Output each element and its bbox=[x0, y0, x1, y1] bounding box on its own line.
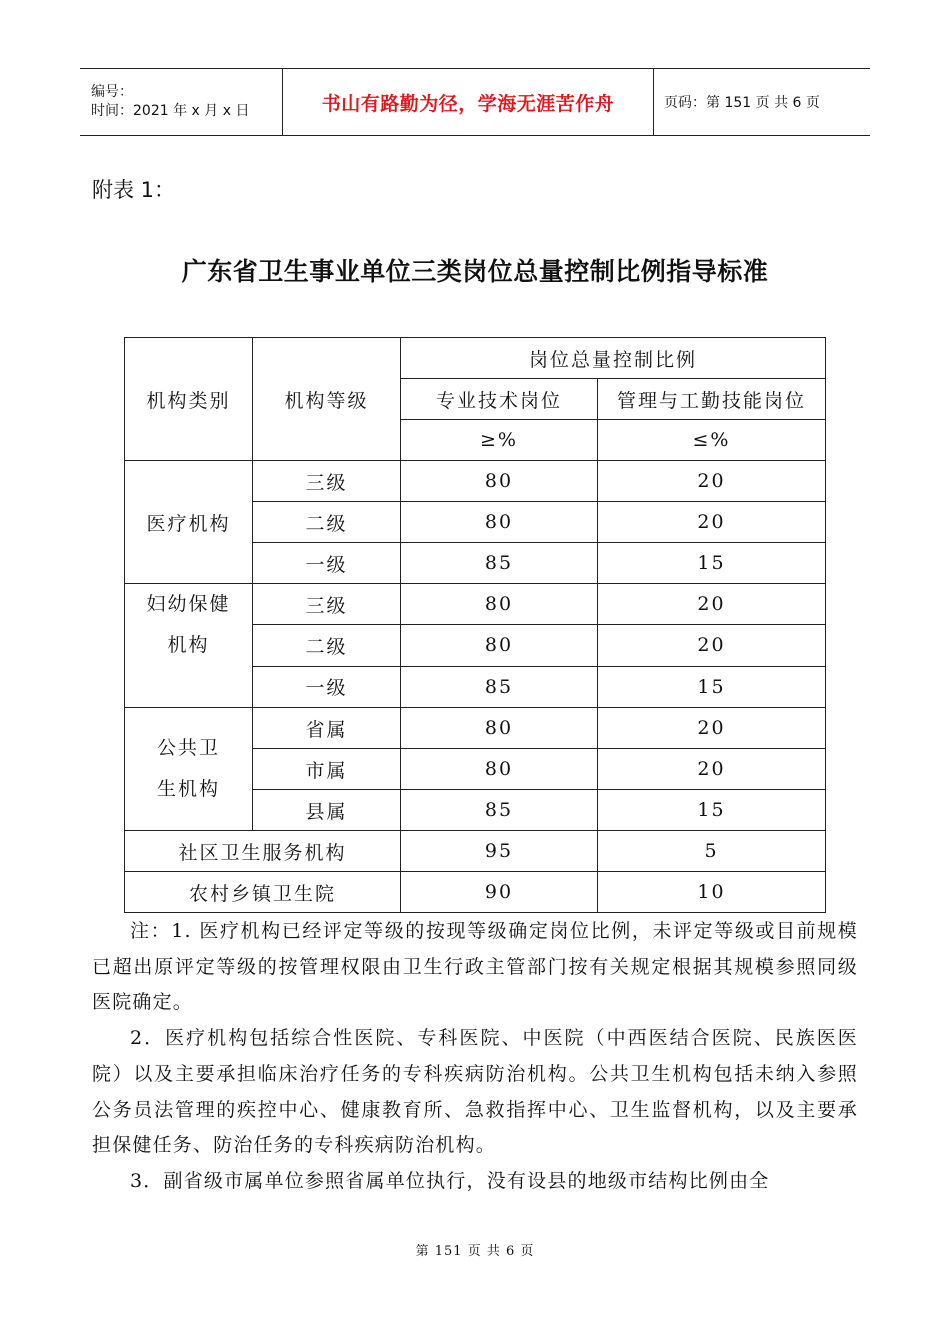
note-1: 注：1. 医疗机构已经评定等级的按现等级确定岗位比例，未评定等级或目前规模已超出原评定等级的按管理权限由卫生行政主管部门按有关规定根据其规模参照同级医院确定。 bbox=[92, 920, 858, 1014]
level-cell: 二级 bbox=[253, 502, 401, 543]
mgmt-cell: 20 bbox=[598, 461, 826, 502]
level-cell: 三级 bbox=[253, 584, 401, 625]
mgmt-cell: 15 bbox=[598, 543, 826, 584]
tech-cell: 90 bbox=[401, 872, 598, 913]
mgmt-symbol: ≤% bbox=[598, 420, 826, 461]
mgmt-cell: 20 bbox=[598, 749, 826, 790]
level-cell: 市属 bbox=[253, 749, 401, 790]
category-cell: 社区卫生服务机构 bbox=[125, 831, 401, 872]
header-meta bbox=[80, 69, 282, 135]
table-row bbox=[125, 708, 826, 749]
tech-symbol: ≥% bbox=[401, 420, 598, 461]
col-mgmt-header: 管理与工勤技能岗位 bbox=[598, 379, 826, 420]
col-level-header: 机构等级 bbox=[253, 338, 401, 461]
tech-cell: 80 bbox=[401, 708, 598, 749]
mgmt-cell: 20 bbox=[598, 584, 826, 625]
mgmt-cell: 20 bbox=[598, 708, 826, 749]
notes-section bbox=[92, 914, 858, 1200]
level-cell: 一级 bbox=[253, 666, 401, 707]
tech-cell: 95 bbox=[401, 831, 598, 872]
level-cell: 二级 bbox=[253, 625, 401, 666]
header-page-label: 页码：第 151 页 共 6 页 bbox=[664, 95, 820, 111]
mgmt-cell: 5 bbox=[598, 831, 826, 872]
header-motto: 书山有路勤为径，学海无涯苦作舟 bbox=[282, 69, 654, 135]
tech-cell: 80 bbox=[401, 625, 598, 666]
appendix-label: 附表 1： bbox=[92, 178, 176, 202]
number-label: 编号： bbox=[91, 84, 133, 100]
category-line: 公共卫 bbox=[156, 737, 220, 759]
mgmt-cell: 15 bbox=[598, 790, 826, 831]
table-row bbox=[125, 831, 826, 872]
table-row bbox=[125, 872, 826, 913]
category-cell bbox=[125, 584, 253, 708]
note-3: 3．副省级市属单位参照省属单位执行，没有设县的地级市结构比例由全 bbox=[130, 1169, 770, 1192]
level-cell: 省属 bbox=[253, 708, 401, 749]
mgmt-cell: 20 bbox=[598, 502, 826, 543]
time-label: 时间：2021 年 x 月 x 日 bbox=[91, 103, 250, 119]
category-line: 机构 bbox=[167, 634, 210, 656]
mgmt-cell: 10 bbox=[598, 872, 826, 913]
tech-cell: 85 bbox=[401, 543, 598, 584]
tech-cell: 85 bbox=[401, 666, 598, 707]
level-cell: 县属 bbox=[253, 790, 401, 831]
level-cell: 三级 bbox=[253, 461, 401, 502]
mgmt-cell: 15 bbox=[598, 666, 826, 707]
ratio-table bbox=[124, 337, 826, 913]
category-cell bbox=[125, 708, 253, 831]
category-cell: 农村乡镇卫生院 bbox=[125, 872, 401, 913]
page-title: 广东省卫生事业单位三类岗位总量控制比例指导标准 bbox=[181, 257, 769, 286]
col-tech-header: 专业技术岗位 bbox=[401, 379, 598, 420]
tech-cell: 85 bbox=[401, 790, 598, 831]
col-category-header: 机构类别 bbox=[125, 338, 253, 461]
tech-cell: 80 bbox=[401, 461, 598, 502]
tech-cell: 80 bbox=[401, 584, 598, 625]
mgmt-cell: 20 bbox=[598, 625, 826, 666]
category-cell: 医疗机构 bbox=[125, 461, 253, 584]
category-line: 生机构 bbox=[156, 778, 220, 800]
document-header bbox=[80, 68, 870, 136]
note-2: 2．医疗机构包括综合性医院、专科医院、中医院（中西医结合医院、民族医医院）以及主要承担临床治疗任务的专科疾病防治机构。公共卫生机构包括未纳入参照公务员法管理的疾控中心、健康教育所、急救指挥中心、卫生监督机构，以及主要承担保健任务、防治任务的专科疾病防治机构。 bbox=[92, 1027, 858, 1157]
tech-cell: 80 bbox=[401, 502, 598, 543]
tech-cell: 80 bbox=[401, 749, 598, 790]
level-cell: 一级 bbox=[253, 543, 401, 584]
page-footer: 第 151 页 共 6 页 bbox=[415, 1244, 535, 1259]
table-row bbox=[125, 584, 826, 625]
category-line: 妇幼保健 bbox=[146, 593, 231, 615]
table-row bbox=[125, 461, 826, 502]
col-ratio-header: 岗位总量控制比例 bbox=[401, 338, 826, 379]
